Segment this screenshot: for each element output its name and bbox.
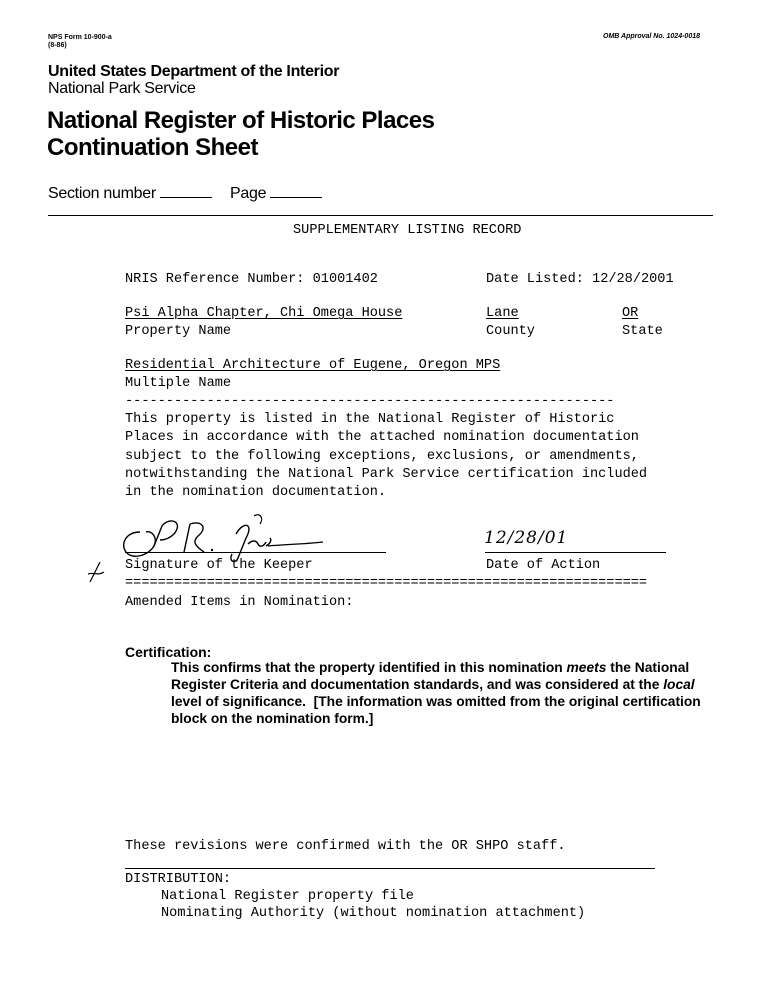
distribution-item: Nominating Authority (without nomination attachment): [161, 906, 586, 921]
signature-line: [125, 552, 386, 553]
body-line: This property is listed in the National Register of Historic: [125, 412, 615, 427]
body-line: in the nomination documentation.: [125, 485, 387, 500]
body-line: subject to the following exceptions, exclusions, or amendments,: [125, 449, 639, 464]
multiple-name: Residential Architecture of Eugene, Oregon MPS: [125, 358, 501, 373]
distribution-rule: [125, 868, 655, 869]
omb-approval: OMB Approval No. 1024-0018: [603, 33, 700, 40]
department-name: United States Department of the Interior: [48, 63, 340, 80]
certification-line: level of significance. [The information was omitted from the original certification: [171, 694, 701, 709]
distribution-item: National Register property file: [161, 889, 414, 904]
form-number: NPS Form 10-900-a: [48, 34, 112, 41]
equals-divider: ================================================================: [125, 576, 648, 591]
record-heading: SUPPLEMENTARY LISTING RECORD: [293, 223, 522, 238]
county-value: Lane: [486, 306, 519, 321]
form-date: (8-86): [48, 42, 67, 49]
county-label: County: [486, 324, 535, 339]
state-value: OR: [622, 306, 639, 321]
property-name: Psi Alpha Chapter, Chi Omega House: [125, 306, 403, 321]
section-number-label: Section number: [48, 185, 156, 202]
agency-name: National Park Service: [48, 80, 196, 97]
handwritten-mark-icon: [86, 560, 106, 584]
cert-text: the National: [606, 660, 690, 675]
cert-emphasis: local: [663, 677, 695, 692]
multiple-name-label: Multiple Name: [125, 376, 232, 391]
certification-line: [171, 660, 689, 675]
body-line: notwithstanding the National Park Service certification included: [125, 467, 648, 482]
form-subtitle: Continuation Sheet: [47, 134, 258, 161]
keeper-signature-icon: [118, 510, 328, 565]
section-number-field: [48, 185, 212, 203]
signature-label: Signature of the Keeper: [125, 558, 313, 573]
cert-emphasis: meets: [566, 660, 607, 675]
certification-line: block on the nomination form.]: [171, 711, 374, 726]
page-field: [230, 185, 322, 203]
dash-divider: ------------------------------------------------------------: [125, 394, 615, 409]
cert-text: Register Criteria and documentation standards, and was considered at the: [171, 677, 664, 692]
amended-items-label: Amended Items in Nomination:: [125, 595, 354, 610]
distribution-label: DISTRIBUTION:: [125, 872, 232, 887]
nris-reference: NRIS Reference Number: 01001402: [125, 272, 378, 287]
page-blank: [270, 197, 322, 198]
date-line: [485, 552, 666, 553]
certification-heading: Certification:: [125, 644, 212, 660]
form-title: National Register of Historic Places: [47, 107, 435, 134]
header-rule: [48, 215, 713, 216]
handwritten-action-date: 12/28/01: [484, 528, 569, 548]
property-name-label: Property Name: [125, 324, 232, 339]
state-label: State: [622, 324, 663, 339]
section-number-blank: [160, 197, 212, 198]
body-line: Places in accordance with the attached nomination documentation: [125, 430, 639, 445]
certification-line: [171, 677, 695, 692]
page-label: Page: [230, 185, 267, 202]
cert-text: This confirms that the property identified in this nomination: [171, 660, 567, 675]
date-of-action-label: Date of Action: [486, 558, 601, 573]
date-listed: Date Listed: 12/28/2001: [486, 272, 674, 287]
revisions-note: These revisions were confirmed with the OR SHPO staff.: [125, 839, 566, 854]
